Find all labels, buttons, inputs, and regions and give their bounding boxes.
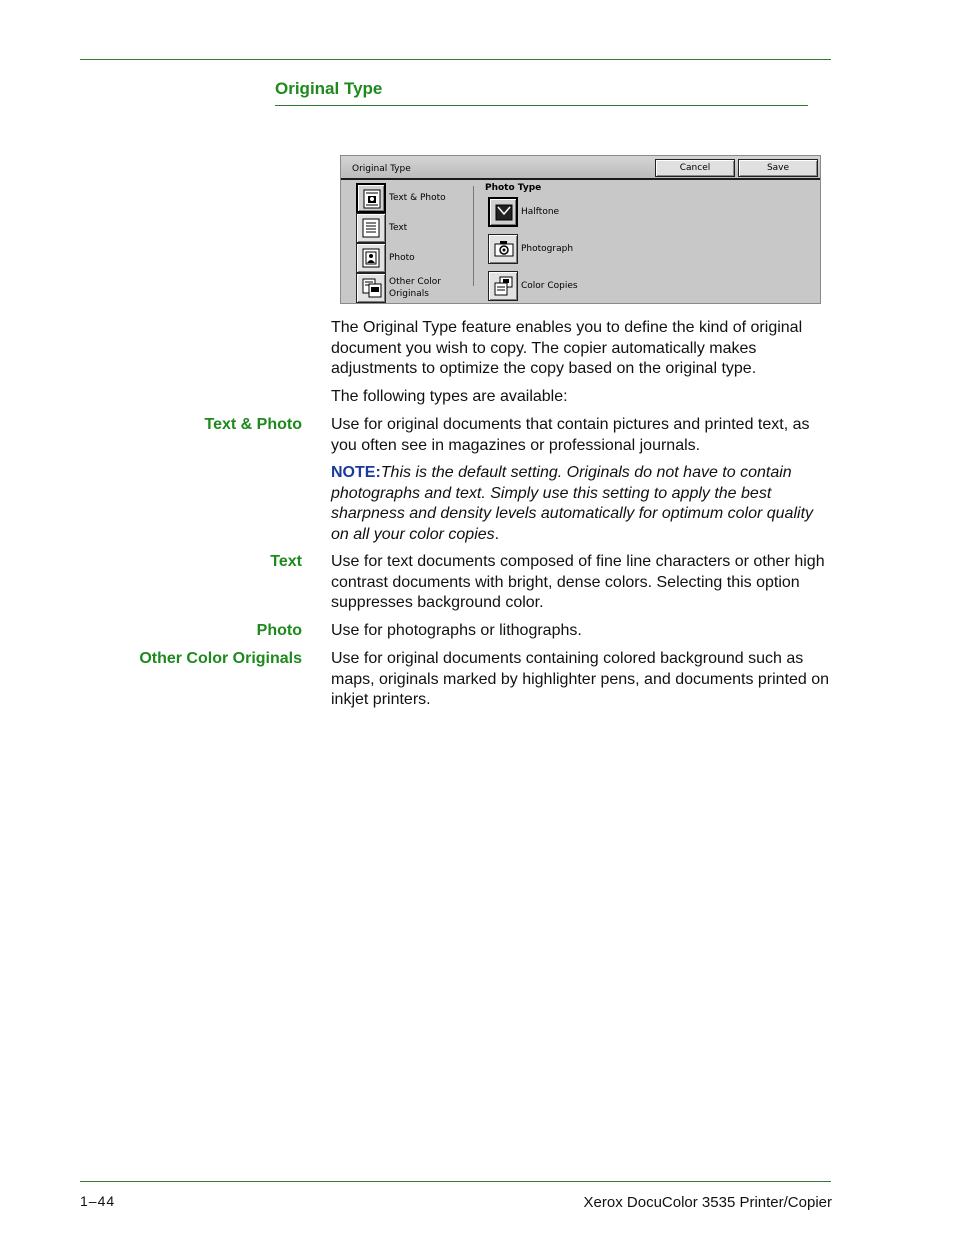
color-copies-label: Color Copies [521, 281, 578, 291]
original-type-panel [340, 155, 821, 304]
note-label: NOTE: [331, 464, 381, 481]
text-photo-icon [363, 189, 381, 209]
desc-text-photo: Use for original documents that contain pictures and printed text, as you often see in magazines or professional journals. [331, 416, 810, 454]
note-paragraph [331, 463, 831, 545]
term-text-photo: Text & Photo [204, 416, 302, 433]
camera-icon [494, 239, 514, 259]
text-photo-label: Text & Photo [389, 193, 446, 203]
term-other-color-originals: Other Color Originals [139, 650, 302, 667]
color-copies-icon [494, 276, 514, 296]
desc-other-color-originals: Use for original documents containing colored background such as maps, originals marked by highlighter pens, and documents printed on inkjet printers. [331, 650, 830, 708]
following-paragraph: The following types are available: [331, 388, 568, 405]
photo-doc-icon [362, 248, 380, 268]
text-button[interactable] [356, 213, 386, 243]
photo-type-label: Photo Type [485, 183, 542, 193]
panel-titlebar [341, 156, 820, 180]
section-title-underline [275, 105, 808, 106]
other-color-originals-button[interactable] [356, 273, 386, 303]
section-title: Original Type [275, 79, 383, 98]
desc-text: Use for text documents composed of fine line characters or other high contrast documents with bright, dense colors. Selecting this option suppresses background color. [331, 553, 825, 611]
header-rule [80, 59, 831, 60]
desc-photo: Use for photographs or lithographs. [331, 622, 582, 639]
panel-divider [473, 186, 474, 286]
text-doc-icon [362, 218, 380, 238]
photograph-button[interactable] [488, 234, 518, 264]
other-color-label-line1: Other Color [389, 277, 441, 287]
page-number: 1–44 [80, 1193, 116, 1209]
footer-product: Xerox DocuColor 3535 Printer/Copier [583, 1194, 832, 1211]
term-text: Text [270, 553, 302, 570]
cancel-button[interactable]: Cancel [655, 159, 735, 177]
note-end: . [494, 525, 500, 543]
other-color-originals-icon [362, 278, 382, 298]
halftone-label: Halftone [521, 207, 560, 217]
panel-title: Original Type [352, 164, 411, 174]
photo-button[interactable] [356, 243, 386, 273]
text-photo-button[interactable] [356, 183, 386, 213]
footer-rule [80, 1181, 831, 1182]
photo-label: Photo [389, 253, 415, 263]
term-photo: Photo [256, 622, 302, 639]
note-text: This is the default setting. Originals do not have to contain photographs and text. Simply use this setting to apply the best sharpness and density levels automatically for optimum color quality on all your color copies [331, 464, 814, 543]
halftone-button[interactable] [488, 197, 518, 227]
other-color-originals-label [389, 276, 441, 300]
save-button[interactable]: Save [738, 159, 818, 177]
halftone-icon [495, 203, 513, 223]
other-color-label-line2: Originals [389, 289, 429, 299]
text-label: Text [389, 223, 408, 233]
photograph-label: Photograph [521, 244, 574, 254]
color-copies-button[interactable] [488, 271, 518, 301]
intro-paragraph: The Original Type feature enables you to define the kind of original document you wish to copy. The copier automatically makes adjustments to optimize the copy based on the original type. [331, 319, 803, 377]
